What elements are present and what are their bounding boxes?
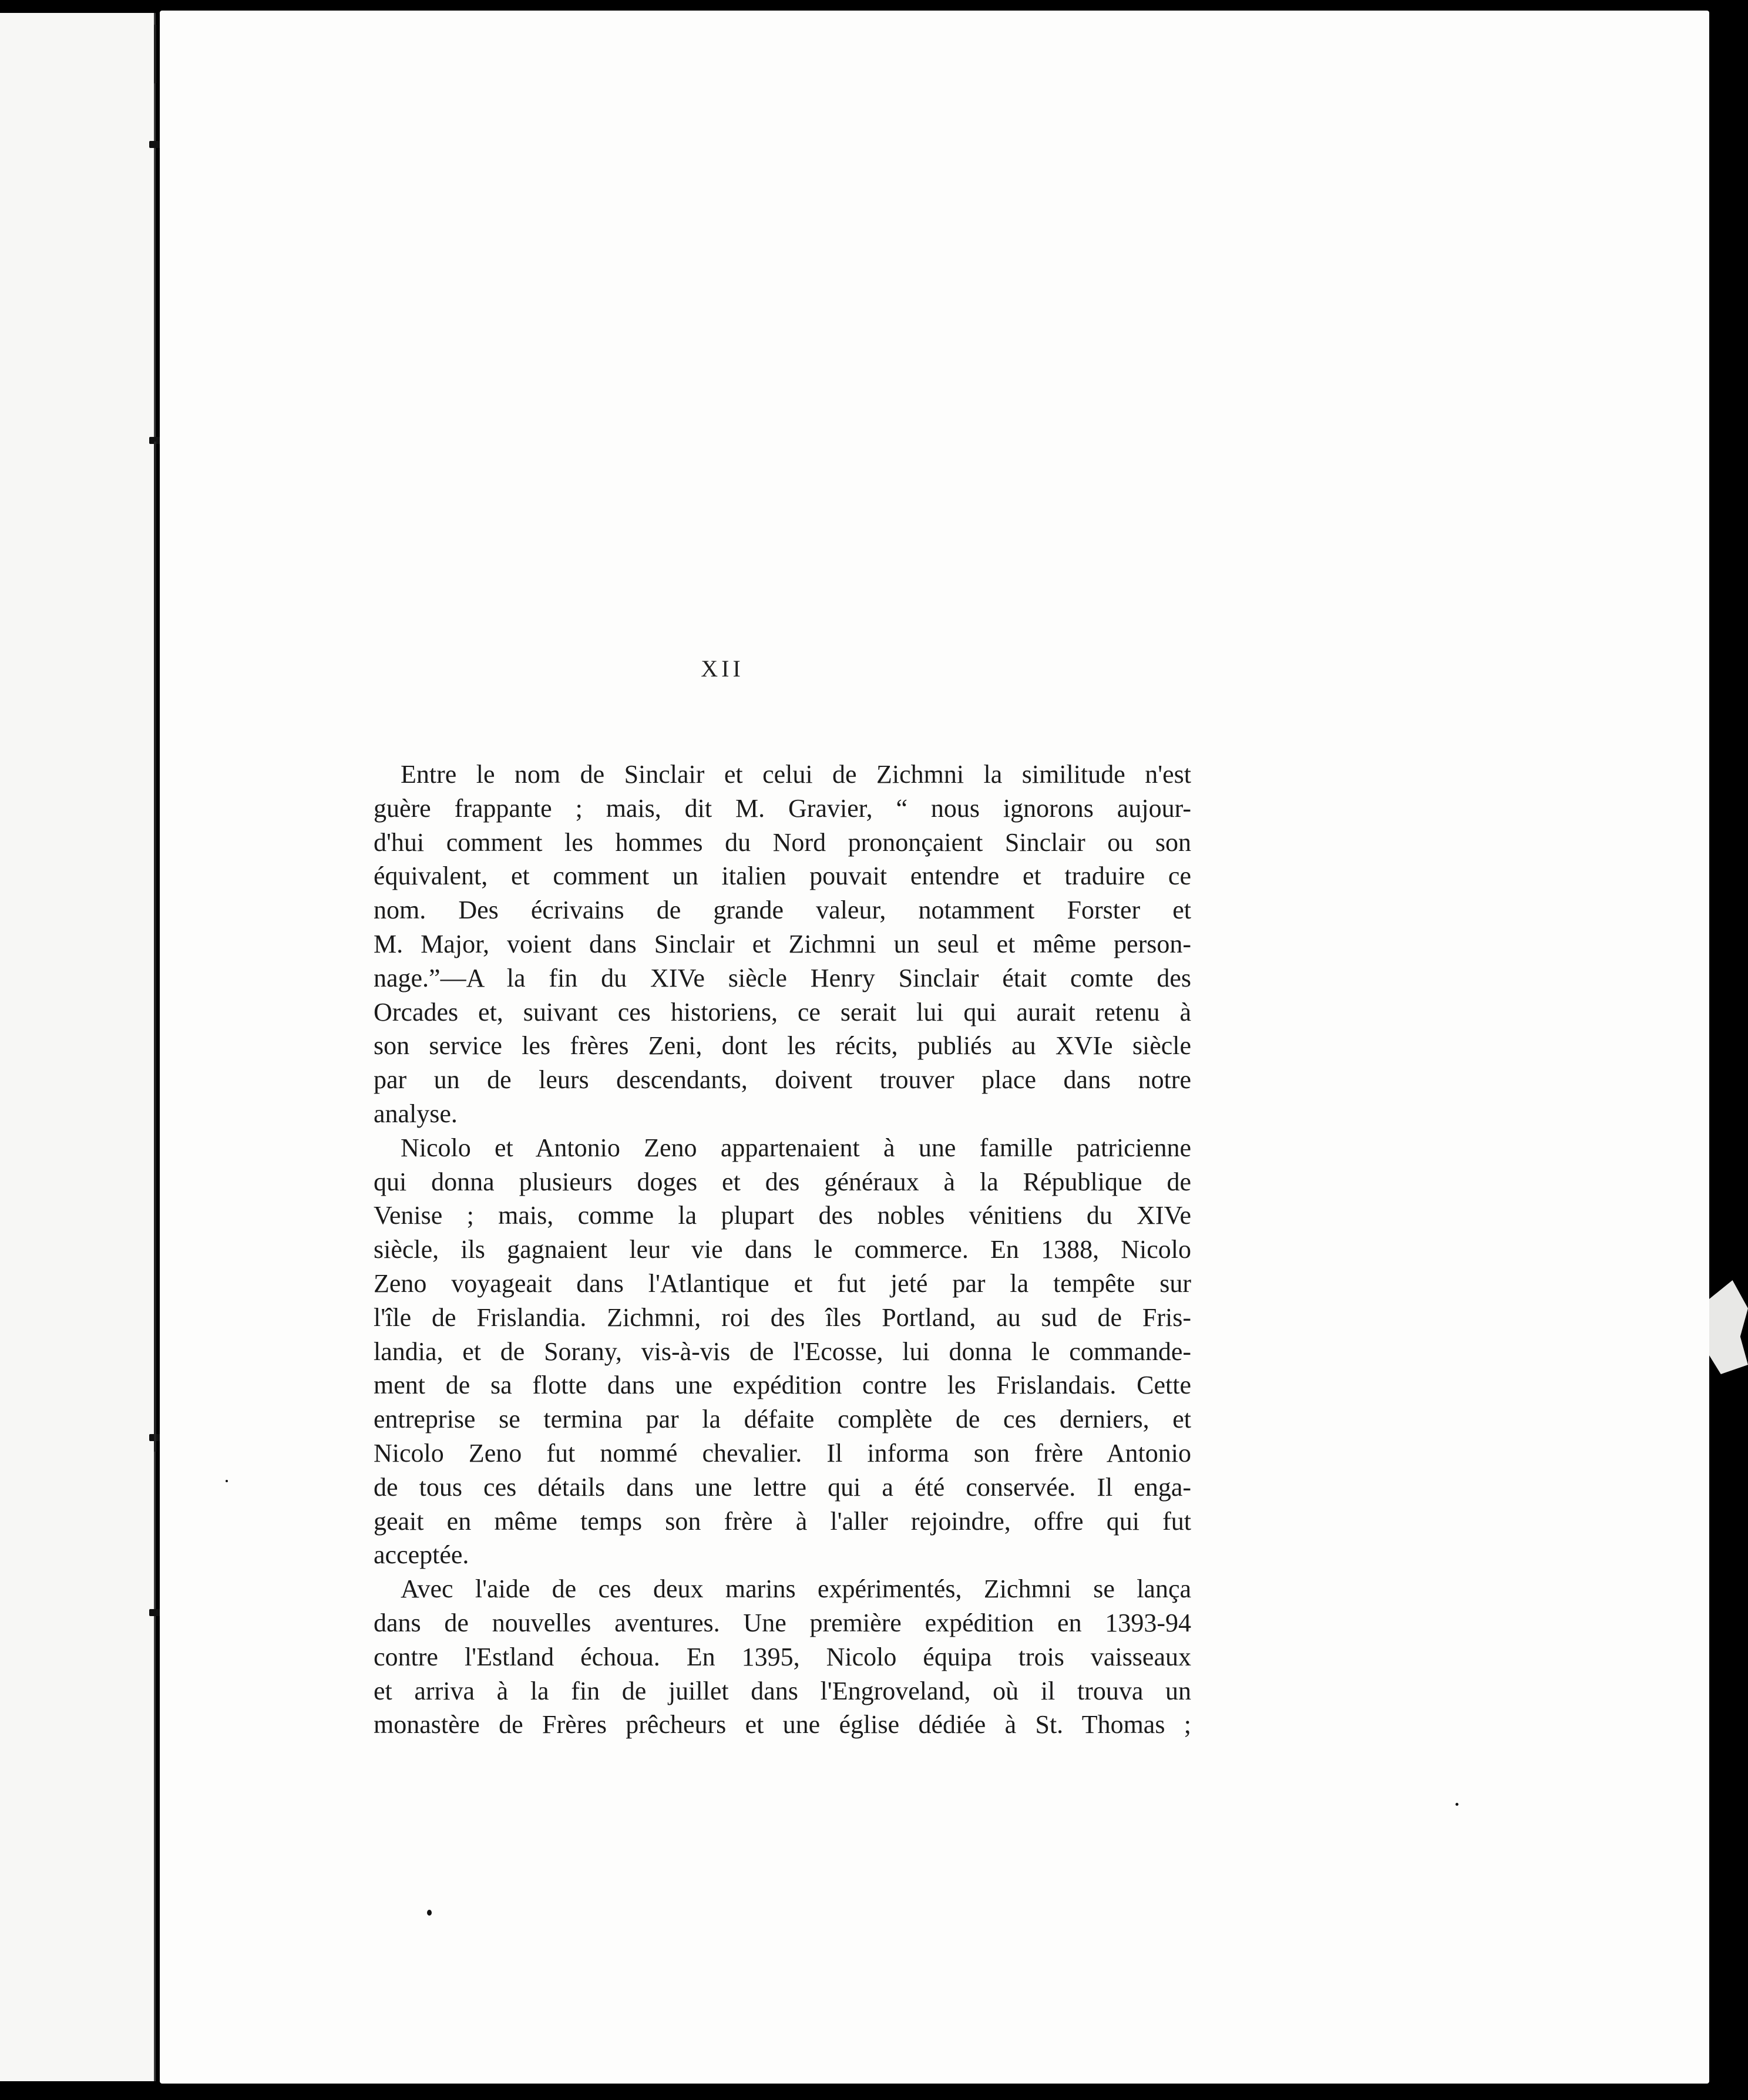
text-line: Nicolo et Antonio Zeno appartenaient à une famille patricienne [401,1133,1191,1162]
text-line: entreprise se termina par la défaite complète de ces derniers, et [374,1405,1191,1434]
text-line: landia, et de Sorany, vis-à-vis de l'Ecosse, lui donna le commande- [374,1337,1191,1366]
text-line: de tous ces détails dans une lettre qui a été conservée. Il enga- [374,1472,1191,1502]
text-line: Entre le nom de Sinclair et celui de Zichmni la similitude n'est [401,760,1191,789]
text-line: Zeno voyageait dans l'Atlantique et fut jeté par la tempête sur [374,1268,1191,1298]
text-line: nom. Des écrivains de grande valeur, notamment Forster et [374,896,1191,925]
text-line: monastère de Frères prêcheurs et une église dédiée à St. Thomas ; [374,1710,1191,1739]
ink-speck [427,1910,432,1916]
binding-mark [149,141,161,148]
text-line: M. Major, voient dans Sinclair et Zichmni un seul et même person- [374,929,1191,958]
text-line: acceptée. [374,1540,469,1570]
text-line: équivalent, et comment un italien pouvait entendre et traduire ce [374,861,1191,891]
text-line: Nicolo Zeno fut nommé chevalier. Il informa son frère Antonio [374,1438,1191,1468]
text-line: Orcades et, suivant ces historiens, ce serait lui qui aurait retenu à [374,997,1191,1027]
text-line: siècle, ils gagnaient leur vie dans le commerce. En 1388, Nicolo [374,1235,1191,1264]
text-line: dans de nouvelles aventures. Une première expédition en 1393-94 [374,1608,1191,1637]
binding-mark [149,1609,161,1616]
text-line: l'île de Frislandia. Zichmni, roi des îles Portland, au sud de Fris- [374,1303,1191,1332]
binding-rule [154,442,156,1452]
ink-speck [1455,1803,1458,1806]
text-line: contre l'Estland échoua. En 1395, Nicolo équipa trois vaisseaux [374,1642,1191,1671]
page-number: XII [701,655,744,682]
text-line: geait en même temps son frère à l'aller rejoindre, offre qui fut [374,1506,1191,1536]
text-line: guère frappante ; mais, dit M. Gravier, “ nous ignorons aujour- [374,793,1191,823]
text-line: son service les frères Zeni, dont les récits, publiés au XVIe siècle [374,1031,1191,1061]
text-line: analyse. [374,1099,458,1128]
body-text [374,758,1191,1742]
torn-paper-edge [1709,1280,1748,1374]
text-line: d'hui comment les hommes du Nord prononçaient Sinclair ou son [374,827,1191,857]
text-line: et arriva à la fin de juillet dans l'Engroveland, où il trouva un [374,1676,1191,1705]
text-line: ment de sa flotte dans une expédition contre les Frislandais. Cette [374,1371,1191,1400]
text-line: nage.”—A la fin du XIVe siècle Henry Sinclair était comte des [374,963,1191,992]
ink-speck [226,1480,228,1482]
text-line: Avec l'aide de ces deux marins expérimentés, Zichmni se lança [401,1574,1191,1604]
text-line: qui donna plusieurs doges et des généraux à la République de [374,1167,1191,1196]
text-line: Venise ; mais, comme la plupart des nobles vénitiens du XIVe [374,1201,1191,1230]
previous-page-edge [0,13,156,2081]
binding-rule [154,25,156,83]
text-line: par un de leurs descendants, doivent trouver place dans notre [374,1065,1191,1095]
